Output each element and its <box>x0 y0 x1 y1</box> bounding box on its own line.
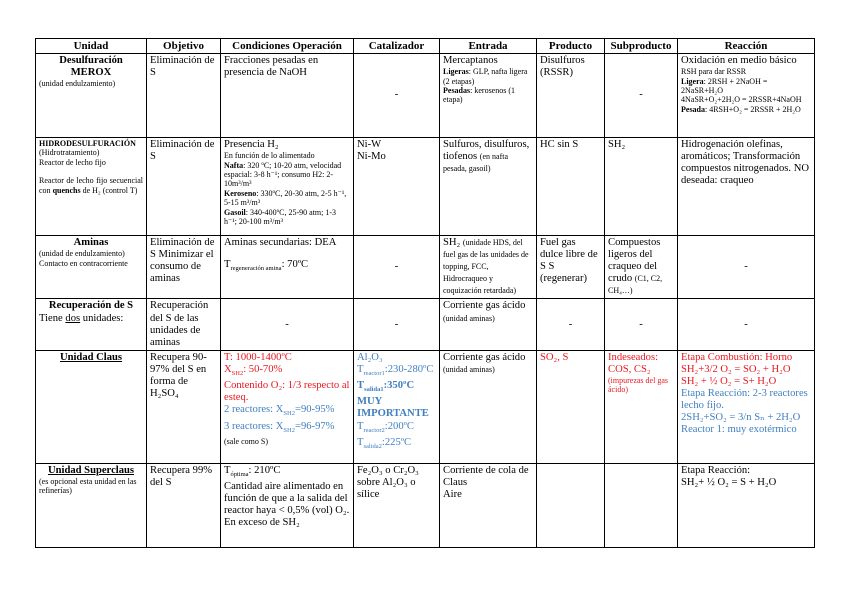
cell-objetivo: Eliminación de S Minimizar el consumo de aminas <box>147 236 221 299</box>
cell-catalizador: Fe₂O₃ o Cr₂O₃ sobre Al₂O₃ o sílice <box>354 463 440 547</box>
cell-reaccion: - <box>678 236 815 299</box>
process-units-table <box>35 38 815 548</box>
cell-subproducto <box>605 463 678 547</box>
cell-condiciones: - <box>221 299 354 350</box>
cell-entrada: Corriente gas ácido (unidad aminas) <box>440 299 537 350</box>
cell-objetivo: Eliminación de S <box>147 54 221 138</box>
cell-subproducto: Compuestos ligeros del craqueo del crudo (C1, C2, CH₄…) <box>605 236 678 299</box>
unit-title: Unidad Claus <box>59 351 123 363</box>
cell-reaccion: Etapa Reacción: SH₂+ ½ O₂ = S + H₂O <box>678 463 815 547</box>
header-reaccion: Reacción <box>678 39 815 54</box>
cell-producto: Disulfuros (RSSR) <box>537 54 605 138</box>
cell-producto: - <box>537 299 605 350</box>
cell-objetivo: Recuperación del S de las unidades de aminas <box>147 299 221 350</box>
table-row-merox <box>36 54 815 138</box>
cell-objetivo: Recupera 90-97% del S en forma de H₂SO₄ <box>147 350 221 463</box>
table-row-aminas <box>36 236 815 299</box>
header-condiciones: Condiciones Operación <box>221 39 354 54</box>
cell-producto: SO₂, S <box>537 350 605 463</box>
cell-entrada: Mercaptanos Ligeras: GLP, nafta ligera (2 etapas) Pesadas: kerosenos (1 etapa) <box>440 54 537 138</box>
header-subproducto: Subproducto <box>605 39 678 54</box>
cell-reaccion: Etapa Combustión: Horno SH₂+3/2 O₂ = SO₂ + H₂O SH₂ + ½ O₂ = S+ H₂O Etapa Reacción: 2-3 reactores lecho fijo. 2SH₂+SO₂ = 3/n Sₙ + 2H₂O Reactor 1: muy exotérmico <box>678 350 815 463</box>
cell-producto: HC sin S <box>537 138 605 236</box>
cell-catalizador: - <box>354 54 440 138</box>
header-objetivo: Objetivo <box>147 39 221 54</box>
cell-entrada: Corriente de cola de Claus Aire <box>440 463 537 547</box>
cell-condiciones: Presencia H₂ En función de lo alimentado Nafta: 320 ºC; 10-20 atm, velocidad espacial: 3-8 h⁻¹; consumo H2: 2-10m³/m³ Keroseno: 330ºC, 20-30 atm, 2-5 h⁻¹, 5-15 m³/m³ Gasoil: 340-400ºC, 25-90 atm; 1-3 h⁻¹; 20-100 m³/m³ <box>221 138 354 236</box>
cell-subproducto: - <box>605 299 678 350</box>
cell-subproducto: - <box>605 54 678 138</box>
cell-unidad: Aminas (unidad de endulzamiento) Contacto en contracorriente <box>36 236 147 299</box>
table-row-hidrodesulfuracion <box>36 138 815 236</box>
cell-catalizador: Ni-W Ni-Mo <box>354 138 440 236</box>
cell-condiciones: Aminas secundarias: DEA $T_{regeneración amina}$: 70ºC <box>221 236 354 299</box>
cell-entrada: Sulfuros, disulfuros, tiofenos (en nafta pesada, gasoil) <box>440 138 537 236</box>
header-catalizador: Catalizador <box>354 39 440 54</box>
unit-title: Recuperación de S <box>48 300 134 312</box>
unit-title: Unidad Superclaus <box>47 464 135 476</box>
unit-title: Desulfuración MEROX <box>59 55 123 79</box>
cell-catalizador: Al₂O₃ $T_{reactor1}:230-280ºC$ $T_{salida1}:350ºC$ MUY IMPORTANTE $T_{reactor2}:200ºC$ $T_{salida2}:225ºC$ <box>354 350 440 463</box>
cell-unidad: Recuperación de S Tiene dos unidades: <box>36 299 147 350</box>
cell-objetivo: Recupera 99% del S <box>147 463 221 547</box>
table-row-superclaus <box>36 463 815 547</box>
cell-reaccion: - <box>678 299 815 350</box>
header-row <box>36 39 815 54</box>
cell-condiciones: $T_{óptima}$: 210ºC Cantidad aire alimentado en función de que a la salida del reactor haya < 0,5% (vol) O₂. En exceso de SH₂ <box>221 463 354 547</box>
header-producto: Producto <box>537 39 605 54</box>
cell-condiciones: Fracciones pesadas en presencia de NaOH <box>221 54 354 138</box>
cell-catalizador: - <box>354 236 440 299</box>
unit-title: Aminas <box>73 237 109 248</box>
cell-subproducto: Indeseados: COS, CS₂ (impurezas del gas ácido) <box>605 350 678 463</box>
cell-reaccion: Hidrogenación olefinas, aromáticos; Transformación compuestos nitrogenados. NO deseada: craqueo <box>678 138 815 236</box>
cell-producto <box>537 463 605 547</box>
cell-entrada: SH₂ (unidade HDS, del fuel gas de las unidades de topping, FCC, Hidrocraqueo y coquización retardada) <box>440 236 537 299</box>
header-entrada: Entrada <box>440 39 537 54</box>
unit-subtitle: (unidad endulzamiento) <box>39 79 116 89</box>
table-row-recuperacion <box>36 299 815 350</box>
cell-subproducto: SH₂ <box>605 138 678 236</box>
header-unidad: Unidad <box>36 39 147 54</box>
cell-unidad: HIDRODESULFURACIÓN (Hidrotratamiento) Reactor de lecho fijo Reactor de lecho fijo secuencial con quenchs de H₂ (control T) <box>36 138 147 236</box>
cell-producto: Fuel gas dulce libre de S S (regenerar) <box>537 236 605 299</box>
cell-entrada: Corriente gas ácido (unidad aminas) <box>440 350 537 463</box>
cell-reaccion: Oxidación en medio básico RSH para dar RSSR Ligera: 2RSH + 2NaOH = 2NaSR+H₂O 4NaSR+O₂+2H₂O = 2RSSR+4NaOH Pesada: 4RSH+O₂ = 2RSSR + 2H₂O <box>678 54 815 138</box>
cell-unidad <box>36 54 147 138</box>
cell-catalizador: - <box>354 299 440 350</box>
table-row-claus <box>36 350 815 463</box>
cell-objetivo: Eliminación de S <box>147 138 221 236</box>
cell-unidad: Unidad Superclaus (es opcional esta unidad en las refinerías) <box>36 463 147 547</box>
unit-title: HIDRODESULFURACIÓN <box>39 139 136 148</box>
cell-unidad <box>36 350 147 463</box>
cell-condiciones: T: 1000-1400ºC $X_{SH2}$: 50-70% Contenido O₂: 1/3 respecto al esteq. 2 reactores: $X_{SH2}=90-95\%$ 3 reactores: $X_{SH2}=96-97\%$ (sale como S) <box>221 350 354 463</box>
